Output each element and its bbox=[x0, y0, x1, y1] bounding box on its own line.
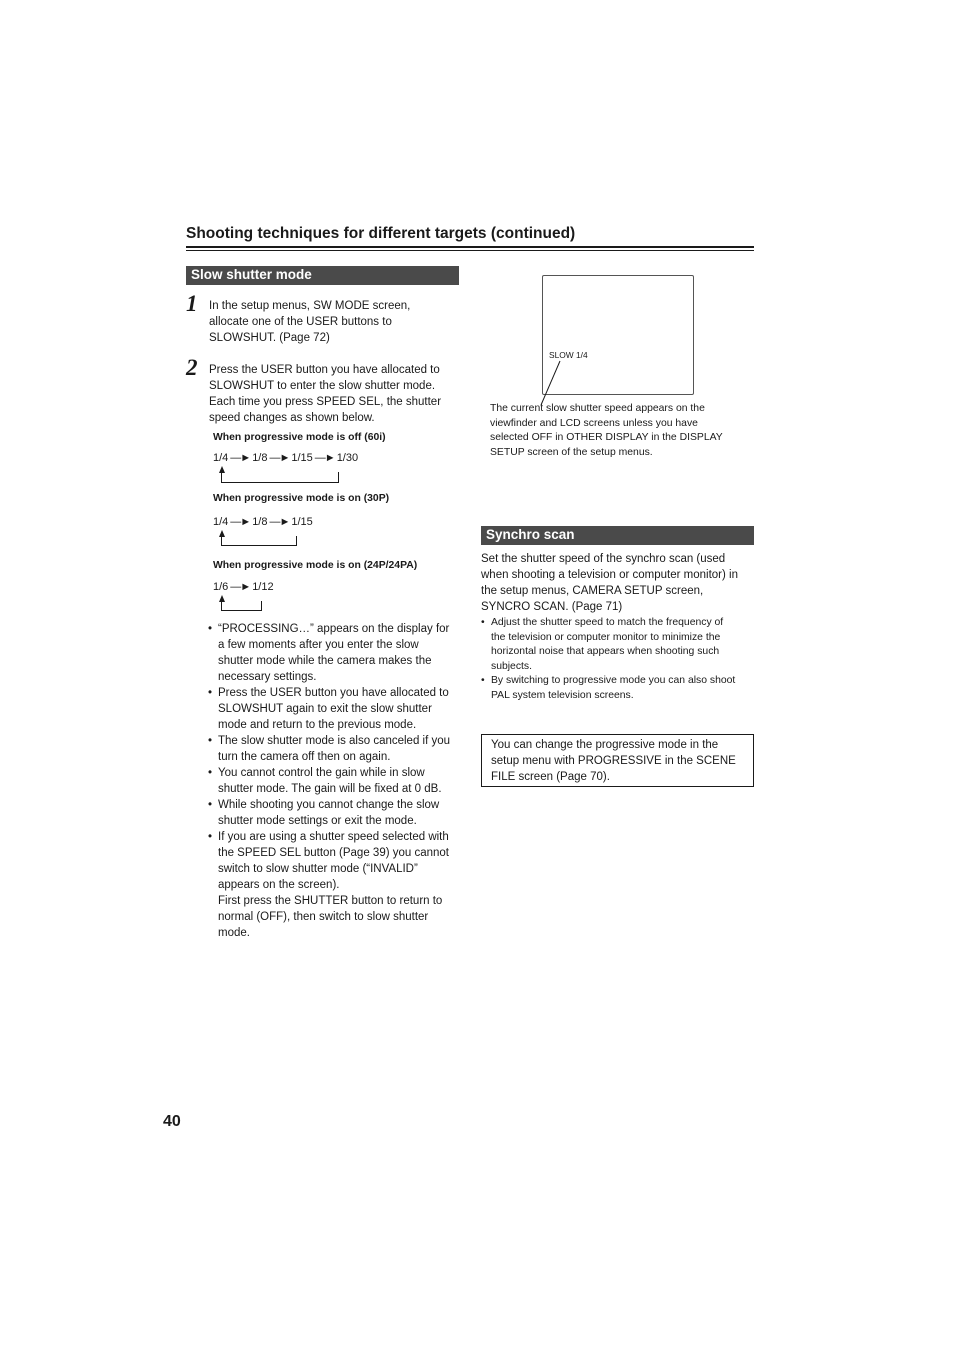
step-2-line: Press the USER button you have allocated to bbox=[209, 364, 440, 376]
page-number: 40 bbox=[163, 1113, 181, 1130]
list-item-line: necessary settings. bbox=[218, 671, 317, 683]
arrow-right-icon: —► bbox=[269, 516, 290, 528]
list-item-line: • You cannot control the gain while in slow bbox=[218, 767, 425, 779]
caption-line: The current slow shutter speed appears on the bbox=[490, 403, 705, 414]
speed-value: 1/8 bbox=[252, 516, 268, 528]
callout-line bbox=[538, 358, 568, 408]
speed-sequence-60i bbox=[213, 452, 358, 464]
speed-value: 1/8 bbox=[252, 452, 268, 464]
loop-return-line bbox=[221, 601, 262, 611]
intro-line: when shooting a television or computer monitor) in bbox=[481, 569, 738, 581]
list-item-line: • Adjust the shutter speed to match the frequency of bbox=[491, 617, 724, 628]
list-item-line: subjects. bbox=[491, 660, 533, 672]
note-box bbox=[481, 734, 754, 787]
list-item-line: • Press the USER button you have allocated to bbox=[218, 687, 449, 699]
loop-return-line bbox=[221, 472, 339, 483]
note-line: FILE screen (Page 70). bbox=[491, 771, 610, 783]
caption-line: viewfinder and LCD screens unless you have bbox=[490, 417, 698, 429]
step-1-text bbox=[209, 298, 464, 346]
step-1-line: In the setup menus, SW MODE screen, bbox=[209, 300, 411, 312]
step-2-line: SLOWSHUT to enter the slow shutter mode. bbox=[209, 380, 436, 392]
section-title-slow-shutter: Slow shutter mode bbox=[186, 266, 459, 285]
arrow-right-icon: —► bbox=[230, 452, 251, 464]
list-item-line: • “PROCESSING…” appears on the display for bbox=[218, 623, 450, 635]
list-item bbox=[481, 616, 755, 674]
list-item-line: horizontal noise that appears when shooting such bbox=[491, 646, 720, 657]
slow-shutter-indicator: SLOW 1/4 bbox=[549, 350, 588, 360]
synchro-scan-notes bbox=[481, 616, 755, 703]
intro-line: the setup menus, CAMERA SETUP screen, bbox=[481, 585, 704, 597]
speed-value: 1/12 bbox=[252, 581, 274, 593]
synchro-scan-intro bbox=[481, 551, 755, 615]
speed-value: 1/4 bbox=[213, 516, 229, 528]
arrow-right-icon: —► bbox=[230, 516, 251, 528]
list-item-line: turn the camera off then on again. bbox=[218, 751, 391, 763]
list-item-line: shutter mode. The gain will be fixed at 0 dB. bbox=[218, 783, 442, 795]
speed-value: 1/4 bbox=[213, 452, 229, 464]
list-item-line: normal (OFF), then switch to slow shutter bbox=[218, 911, 429, 923]
caption-line: SETUP screen of the setup menus. bbox=[490, 446, 653, 458]
step-1-line: SLOWSHUT. (Page 72) bbox=[209, 332, 330, 344]
page-title: Shooting techniques for different targets (continued) bbox=[186, 225, 576, 242]
callout-stroke bbox=[541, 361, 560, 405]
list-item-line: shutter mode while the camera makes the bbox=[218, 655, 432, 667]
sequence-heading-30p: When progressive mode is on (30P) bbox=[213, 493, 390, 504]
loop-return-line bbox=[221, 536, 297, 546]
list-item-line: switch to slow shutter mode (“INVALID” bbox=[218, 863, 418, 875]
sequence-heading-60i: When progressive mode is off (60i) bbox=[213, 432, 386, 443]
caption-line: selected OFF in OTHER DISPLAY in the DISPLAY bbox=[490, 432, 723, 443]
list-item-line: the television or computer monitor to minimize the bbox=[491, 631, 721, 643]
list-item-line: • While shooting you cannot change the slow bbox=[218, 799, 440, 811]
intro-line: Set the shutter speed of the synchro scan (used bbox=[481, 553, 726, 565]
list-item bbox=[208, 733, 470, 765]
sequence-heading-24p: When progressive mode is on (24P/24PA) bbox=[213, 560, 418, 571]
intro-line: SYNCRO SCAN. (Page 71) bbox=[481, 601, 623, 613]
note-line: setup menu with PROGRESSIVE in the SCENE bbox=[491, 755, 736, 767]
list-item-line: PAL system television screens. bbox=[491, 689, 634, 701]
list-item-line: mode and return to the previous mode. bbox=[218, 719, 417, 731]
list-item-line: shutter mode settings or exit the mode. bbox=[218, 815, 417, 827]
arrow-right-icon: —► bbox=[269, 452, 290, 464]
list-item-line: SLOWSHUT again to exit the slow shutter bbox=[218, 703, 432, 715]
speed-value: 1/15 bbox=[291, 452, 313, 464]
speed-value: 1/6 bbox=[213, 581, 229, 593]
viewfinder-caption bbox=[490, 402, 755, 460]
step-1-line: allocate one of the USER buttons to bbox=[209, 316, 392, 328]
list-item-line: a few moments after you enter the slow bbox=[218, 639, 419, 651]
list-item bbox=[208, 829, 470, 941]
list-item-line: • The slow shutter mode is also canceled if you bbox=[218, 735, 451, 747]
list-item bbox=[208, 685, 470, 733]
step-2-text bbox=[209, 362, 464, 426]
heading-rule bbox=[186, 246, 754, 248]
step-number-1: 1 bbox=[186, 291, 198, 316]
list-item-line: • By switching to progressive mode you can also shoot bbox=[491, 675, 736, 686]
step-number-2: 2 bbox=[186, 355, 198, 380]
speed-sequence-24p bbox=[213, 581, 274, 593]
heading-rule-thin bbox=[186, 250, 754, 251]
note-line: You can change the progressive mode in the bbox=[491, 739, 719, 751]
slow-shutter-notes bbox=[208, 621, 470, 941]
list-item bbox=[208, 765, 470, 797]
list-item-line: mode. bbox=[218, 927, 250, 939]
speed-value: 1/15 bbox=[291, 516, 313, 528]
section-title-synchro-scan: Synchro scan bbox=[481, 526, 754, 545]
arrow-right-icon: —► bbox=[230, 581, 251, 593]
list-item bbox=[208, 797, 470, 829]
arrow-right-icon: —► bbox=[314, 452, 335, 464]
list-item bbox=[208, 621, 470, 685]
list-item-line: appears on the screen). bbox=[218, 879, 340, 891]
list-item bbox=[481, 674, 755, 703]
list-item-line: • If you are using a shutter speed selected with bbox=[218, 831, 449, 843]
list-item-line: First press the SHUTTER button to return to bbox=[218, 895, 443, 907]
step-2-line: Each time you press SPEED SEL, the shutter bbox=[209, 396, 442, 408]
speed-value: 1/30 bbox=[336, 452, 359, 464]
speed-sequence-30p bbox=[213, 516, 313, 528]
list-item-line: the SPEED SEL button (Page 39) you cannot bbox=[218, 847, 449, 859]
step-2-line: speed changes as shown below. bbox=[209, 412, 375, 424]
